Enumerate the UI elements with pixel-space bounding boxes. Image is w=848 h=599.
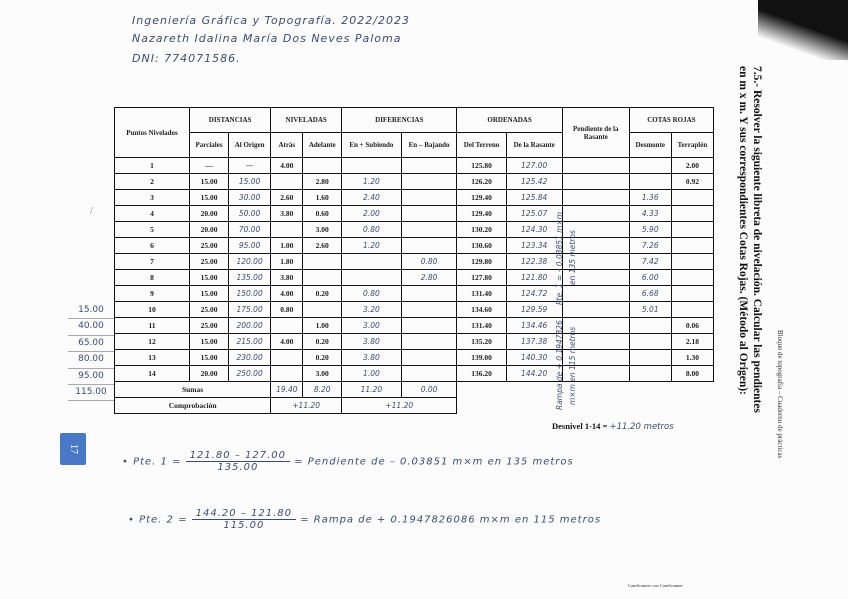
table-row — [115, 158, 714, 174]
cell-ade: 1.60 — [303, 190, 342, 206]
sumas-label: Sumas — [115, 382, 271, 398]
cell-ras: 121.80 — [506, 270, 562, 286]
cell-des — [629, 158, 671, 174]
cell-ras: 140.30 — [506, 350, 562, 366]
formula1-denominator: 135.00 — [217, 462, 259, 473]
cell-atr: 2.60 — [271, 190, 303, 206]
cell-des: 5.90 — [629, 222, 671, 238]
table-row — [115, 334, 714, 350]
cell-ras: 122.38 — [506, 254, 562, 270]
problem-statement: 7.5.- Resolver la siguiente libreta de nivelación. Calcular las pendientes en m x m. Y sus correspondientes Cotas Rojas. (Método al Origen): — [737, 66, 763, 413]
cell-atr: 4.00 — [271, 286, 303, 302]
cell-ade: 0.20 — [303, 334, 342, 350]
cell-tpl: 2.00 — [671, 158, 713, 174]
cell-org: 135.00 — [229, 270, 271, 286]
cell-tpl: 0.92 — [671, 174, 713, 190]
cell-ter: 126.20 — [457, 174, 506, 190]
col-desmonte: Desmonte — [629, 133, 671, 158]
table-row — [115, 222, 714, 238]
cell-baj — [401, 302, 457, 318]
cell-p: 8 — [115, 270, 190, 286]
cell-par: 15.00 — [190, 174, 229, 190]
table-row — [115, 190, 714, 206]
rotated-pte2b: m×m en 115 metros — [568, 326, 577, 405]
cell-ras: 125.42 — [506, 174, 562, 190]
table-row — [115, 302, 714, 318]
cell-par: 15.00 — [190, 190, 229, 206]
cell-p: 9 — [115, 286, 190, 302]
cell-baj — [401, 174, 457, 190]
cell-ras: 125.84 — [506, 190, 562, 206]
cell-ras: 129.59 — [506, 302, 562, 318]
cell-sub — [342, 270, 402, 286]
sumas-bajando: 0.00 — [401, 382, 457, 398]
cell-ter: 129.80 — [457, 254, 506, 270]
cell-ter: 136.20 — [457, 366, 506, 382]
cell-par: 20.00 — [190, 206, 229, 222]
table-row — [115, 174, 714, 190]
cell-baj — [401, 206, 457, 222]
cell-sub: 2.00 — [342, 206, 402, 222]
header-line-dni: DNI: 774071586. — [132, 52, 241, 65]
formula2-fraction — [192, 508, 296, 531]
cell-sub: 2.40 — [342, 190, 402, 206]
comprobacion-niveladas: +11.20 — [271, 398, 342, 414]
cell-des: 7.42 — [629, 254, 671, 270]
cell-des: 6.68 — [629, 286, 671, 302]
cell-ras: 123.34 — [506, 238, 562, 254]
footer-scanner-text: CamScanner con CamScanner — [628, 583, 683, 588]
cell-tpl — [671, 286, 713, 302]
header-line-name: Nazareth Idalina María Dos Neves Paloma — [132, 32, 402, 45]
cell-baj: 2.80 — [401, 270, 457, 286]
cell-atr: 1.00 — [271, 238, 303, 254]
cell-ter: 125.80 — [457, 158, 506, 174]
cell-ade — [303, 158, 342, 174]
cell-des — [629, 318, 671, 334]
cell-org: 70.00 — [229, 222, 271, 238]
col-terraplen: Terraplén — [671, 133, 713, 158]
cell-tpl — [671, 206, 713, 222]
left-value: 15.00 — [68, 303, 114, 319]
cell-par: 15.00 — [190, 334, 229, 350]
cell-des — [629, 174, 671, 190]
col-al-origen: Al Origen — [229, 133, 271, 158]
cell-des: 7.26 — [629, 238, 671, 254]
cell-par: 25.00 — [190, 318, 229, 334]
cell-baj: 0.80 — [401, 254, 457, 270]
cell-ter: 131.40 — [457, 318, 506, 334]
cell-sub: 0.80 — [342, 286, 402, 302]
cell-ade: 3.00 — [303, 366, 342, 382]
cell-pen — [562, 158, 629, 174]
cell-ras: 124.72 — [506, 286, 562, 302]
cell-ade — [303, 254, 342, 270]
cell-des: 5.01 — [629, 302, 671, 318]
cell-des: 1.36 — [629, 190, 671, 206]
col-pendiente: Pendiente de la Rasante — [562, 108, 629, 158]
cell-org: 95.00 — [229, 238, 271, 254]
cell-par: 15.00 — [190, 350, 229, 366]
cell-atr — [271, 366, 303, 382]
table-row — [115, 318, 714, 334]
cell-p: 11 — [115, 318, 190, 334]
cell-ras: 144.20 — [506, 366, 562, 382]
cell-org: 30.00 — [229, 190, 271, 206]
formula2-result: = Rampa de + 0.1947826086 m×m en 115 metros — [300, 514, 602, 526]
cell-baj — [401, 286, 457, 302]
cell-pen — [562, 174, 629, 190]
cell-p: 3 — [115, 190, 190, 206]
cell-ras: 127.00 — [506, 158, 562, 174]
cell-p: 12 — [115, 334, 190, 350]
cell-tpl — [671, 222, 713, 238]
cell-ter: 129.40 — [457, 206, 506, 222]
cell-ade — [303, 302, 342, 318]
left-value: 115.00 — [68, 385, 114, 401]
cell-tpl: 0.06 — [671, 318, 713, 334]
cell-ade: 3.00 — [303, 222, 342, 238]
cell-ter: 135.20 — [457, 334, 506, 350]
rotated-pte1: Pte. 1 = – 0.03851 m×m — [555, 211, 564, 305]
cell-ter: 127.80 — [457, 270, 506, 286]
col-adelante: Adelante — [303, 133, 342, 158]
col-puntos: Puntos Nivelados — [115, 108, 190, 158]
sumas-adelante: 8.20 — [303, 382, 342, 398]
cell-ras: 125.07 — [506, 206, 562, 222]
cell-ras: 124.30 — [506, 222, 562, 238]
leveling-table — [114, 107, 714, 414]
cell-baj — [401, 222, 457, 238]
cell-atr: 3.80 — [271, 206, 303, 222]
cell-par: 20.00 — [190, 222, 229, 238]
cell-ade: 2.60 — [303, 238, 342, 254]
cell-org: 215.00 — [229, 334, 271, 350]
formula-pte1 — [122, 450, 574, 473]
cell-sub — [342, 158, 402, 174]
cell-org: 200.00 — [229, 318, 271, 334]
left-value: 80.00 — [68, 352, 114, 368]
cell-sub: 3.00 — [342, 318, 402, 334]
col-niveladas: NIVELADAS — [271, 108, 342, 133]
cell-par: 15.00 — [190, 286, 229, 302]
cell-sub: 1.20 — [342, 238, 402, 254]
cell-org: 230.00 — [229, 350, 271, 366]
cell-baj — [401, 238, 457, 254]
rotated-pte2: Rampa de + 0.1947826 — [555, 320, 564, 410]
cell-p: 13 — [115, 350, 190, 366]
cell-par: 25.00 — [190, 238, 229, 254]
col-distancias: DISTANCIAS — [190, 108, 271, 133]
cell-sub: 1.20 — [342, 174, 402, 190]
comprobacion-label: Comprobación — [115, 398, 271, 414]
cell-tpl — [671, 190, 713, 206]
cell-par: 20.00 — [190, 366, 229, 382]
desnivel-label: Desnivel 1-14 = — [552, 421, 608, 431]
cell-des: 6.00 — [629, 270, 671, 286]
left-cumulative-column — [68, 303, 114, 401]
cell-org: 175.00 — [229, 302, 271, 318]
cell-atr: 4.00 — [271, 334, 303, 350]
cell-ade: 0.20 — [303, 350, 342, 366]
table-row — [115, 366, 714, 382]
left-value: 40.00 — [68, 319, 114, 335]
table-row — [115, 206, 714, 222]
cell-org: 15.00 — [229, 174, 271, 190]
cell-p: 10 — [115, 302, 190, 318]
cell-pen — [562, 206, 629, 222]
formula1-numerator: 121.80 – 127.00 — [186, 450, 290, 462]
margin-mark: / — [90, 206, 93, 217]
cell-par: 25.00 — [190, 302, 229, 318]
cell-sub: 0.80 — [342, 222, 402, 238]
cell-ter: 130.60 — [457, 238, 506, 254]
cell-p: 6 — [115, 238, 190, 254]
cell-par: 15.00 — [190, 270, 229, 286]
cell-par: — — [190, 158, 229, 174]
cell-ade — [303, 270, 342, 286]
cell-baj — [401, 366, 457, 382]
cell-atr: 0.80 — [271, 302, 303, 318]
cell-ade: 1.00 — [303, 318, 342, 334]
cell-ter: 131.40 — [457, 286, 506, 302]
cell-org: 50.00 — [229, 206, 271, 222]
cell-des — [629, 366, 671, 382]
page-number-badge: 17 — [60, 433, 86, 465]
cell-sub: 3.80 — [342, 350, 402, 366]
cell-atr — [271, 318, 303, 334]
cell-des — [629, 334, 671, 350]
left-value: 65.00 — [68, 336, 114, 352]
left-value: 95.00 — [68, 369, 114, 385]
cell-baj — [401, 190, 457, 206]
cell-org: — — [229, 158, 271, 174]
cell-tpl: 8.00 — [671, 366, 713, 382]
cell-ter: 129.40 — [457, 190, 506, 206]
cell-atr — [271, 174, 303, 190]
col-bajando: En – Bajando — [401, 133, 457, 158]
header-line-course: Ingeniería Gráfica y Topografía. 2022/2023 — [132, 14, 410, 27]
col-parciales: Parciales — [190, 133, 229, 158]
formula1-label: • Pte. 1 = — [122, 456, 182, 468]
cell-baj — [401, 318, 457, 334]
table-row — [115, 238, 714, 254]
cell-baj — [401, 158, 457, 174]
cell-org: 120.00 — [229, 254, 271, 270]
comprobacion-diferencias: +11.20 — [342, 398, 457, 414]
cell-ade: 0.20 — [303, 286, 342, 302]
cell-pen — [562, 286, 629, 302]
cell-sub: 1.00 — [342, 366, 402, 382]
cell-sub: 3.80 — [342, 334, 402, 350]
col-ordenadas: ORDENADAS — [457, 108, 562, 133]
cell-pen — [562, 190, 629, 206]
formula1-result: = Pendiente de – 0.03851 m×m en 135 metros — [294, 456, 574, 468]
formula2-label: • Pte. 2 = — [128, 514, 188, 526]
cell-tpl — [671, 254, 713, 270]
col-subiendo: En + Subiendo — [342, 133, 402, 158]
cell-org: 150.00 — [229, 286, 271, 302]
cell-tpl — [671, 302, 713, 318]
rotated-pte1b: en 135 metros — [568, 230, 577, 285]
table-row — [115, 350, 714, 366]
cell-par: 25.00 — [190, 254, 229, 270]
cell-p: 7 — [115, 254, 190, 270]
table-row — [115, 254, 714, 270]
cell-ade: 2.80 — [303, 174, 342, 190]
cell-atr — [271, 350, 303, 366]
cell-p: 2 — [115, 174, 190, 190]
desnivel-value: +11.20 metros — [609, 422, 674, 432]
cell-baj — [401, 350, 457, 366]
col-atras: Atrás — [271, 133, 303, 158]
cell-des: 4.33 — [629, 206, 671, 222]
col-diferencias: DIFERENCIAS — [342, 108, 457, 133]
desnivel-box — [552, 421, 674, 432]
formula2-denominator: 115.00 — [223, 520, 265, 531]
cell-sub: 3.20 — [342, 302, 402, 318]
side-label: Bloque de topografía – Cuaderno de prácticas — [776, 330, 784, 459]
cell-tpl — [671, 238, 713, 254]
cell-ras: 137.38 — [506, 334, 562, 350]
col-de-rasante: De la Rasante — [506, 133, 562, 158]
cell-tpl: 1.30 — [671, 350, 713, 366]
formula-pte2 — [128, 508, 601, 531]
page-shadow — [758, 0, 848, 60]
cell-p: 14 — [115, 366, 190, 382]
cell-ras: 134.46 — [506, 318, 562, 334]
cell-ade: 0.60 — [303, 206, 342, 222]
cell-p: 1 — [115, 158, 190, 174]
cell-tpl: 2.18 — [671, 334, 713, 350]
cell-p: 5 — [115, 222, 190, 238]
cell-ter: 139.00 — [457, 350, 506, 366]
cell-atr: 3.80 — [271, 270, 303, 286]
cell-pen — [562, 302, 629, 318]
cell-atr — [271, 222, 303, 238]
sumas-subiendo: 11.20 — [342, 382, 402, 398]
cell-des — [629, 350, 671, 366]
cell-ter: 134.60 — [457, 302, 506, 318]
formula2-numerator: 144.20 – 121.80 — [192, 508, 296, 520]
cell-p: 4 — [115, 206, 190, 222]
sumas-atras: 19.40 — [271, 382, 303, 398]
col-del-terreno: Del Terreno — [457, 133, 506, 158]
cell-atr: 4.00 — [271, 158, 303, 174]
cell-baj — [401, 334, 457, 350]
cell-tpl — [671, 270, 713, 286]
table-row — [115, 270, 714, 286]
cell-atr: 1.80 — [271, 254, 303, 270]
cell-ter: 130.20 — [457, 222, 506, 238]
table-row — [115, 286, 714, 302]
formula1-fraction — [186, 450, 290, 473]
cell-sub — [342, 254, 402, 270]
cell-org: 250.00 — [229, 366, 271, 382]
col-cotas-rojas: COTAS ROJAS — [629, 108, 713, 133]
